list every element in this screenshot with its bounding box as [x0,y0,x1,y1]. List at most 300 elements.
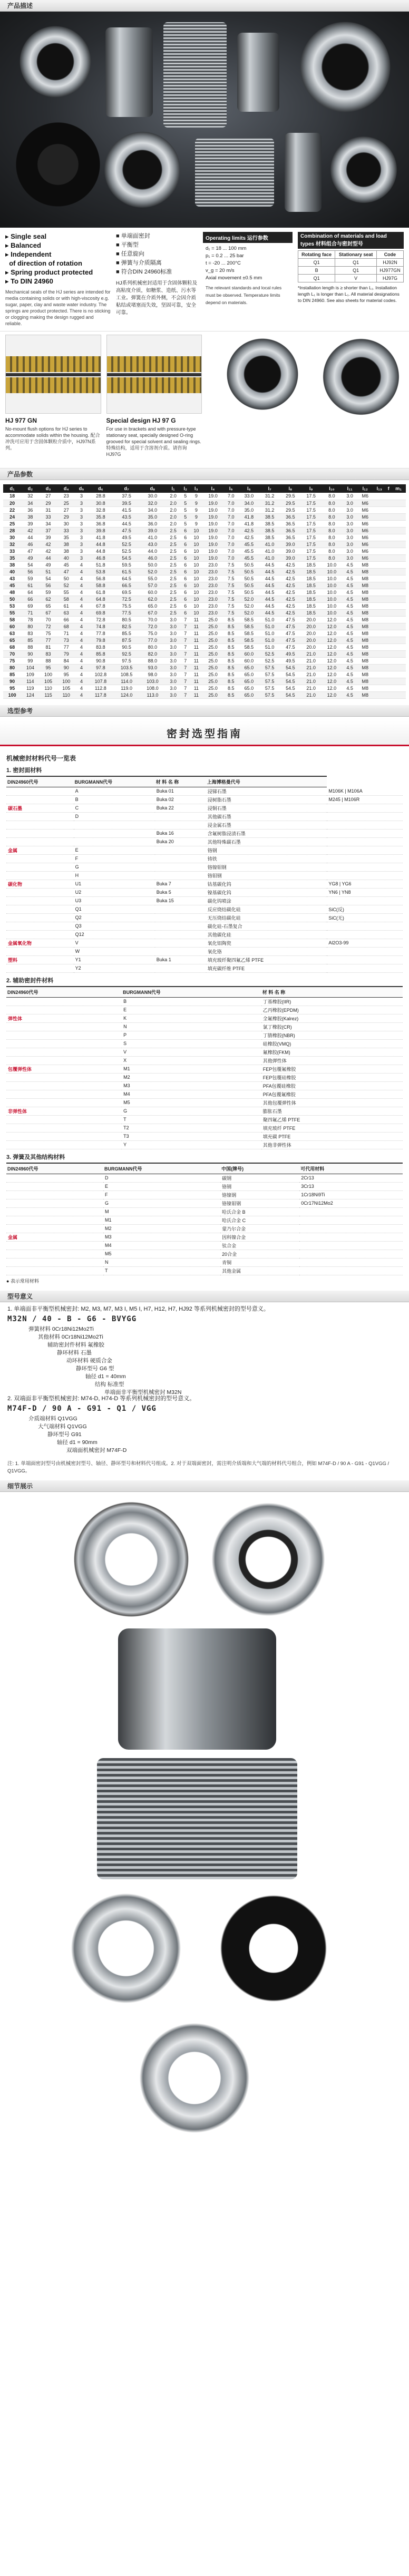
table-cell [299,1207,403,1216]
table-header: l₅ [223,484,239,493]
table-cell: 42 [21,527,39,534]
table-row [3,650,406,657]
table-row [3,691,406,698]
table-cell: 70 [39,616,57,623]
table-row [6,1090,403,1098]
table-cell [299,1241,403,1250]
operating-limits-box [203,232,293,327]
table-cell: 75 [39,630,57,637]
table-cell: 44.8 [87,548,113,554]
type-code-item: 静环型号 G6 型 [76,1365,114,1372]
table-cell: 3.0 [165,637,181,643]
table-cell: 99 [21,657,39,664]
table-cell: 39.0 [280,541,300,548]
table-cell: 58.8 [87,582,113,589]
combo-header: Rotating face [298,251,335,259]
table-cell: 84 [57,657,75,664]
table-cell [373,685,386,691]
table-cell [386,657,391,664]
table-cell: 58 [57,596,75,602]
table-cell: U1 [74,880,155,888]
table-cell: 6 [181,554,190,561]
table-cell: 19.0 [202,493,223,500]
features-en-desc: Mechanical seals of the HJ series are intended for media containing solids or with high-viscosity e.g. sugar, paper, clay and waste water industry. The springs are product protected. There is no sticking or clogging making the design rugged and reliable. [5,289,111,326]
table-cell: 7 [181,657,190,664]
table-cell: 57.5 [259,691,280,698]
section-drawing-image [5,335,101,414]
table-cell: 27 [39,493,57,500]
table-header: f [386,484,391,493]
table-cell: 4 [75,568,87,575]
table-cell: 7.0 [223,520,239,527]
table-cell: 2.5 [165,596,181,602]
table-cell: 塑料 [6,955,74,964]
table-row [6,896,403,905]
table-header: l₉ [301,484,322,493]
table-cell: 10 [190,554,202,561]
table-cell: 25.0 [202,657,223,664]
type-code-breakdown [28,1415,402,1457]
table-cell: 17.5 [301,493,322,500]
table-cell [155,905,206,913]
table-cell: 50 [57,575,75,582]
table-cell: 7.0 [223,548,239,554]
table-cell: 50.0 [140,561,165,568]
feature-item: ▸ Single seal [5,232,47,240]
table-cell [373,637,386,643]
table-cell: 70 [3,650,21,657]
table-cell: 117.8 [87,691,113,698]
table-cell: V [122,1048,261,1056]
table-cell: 65.0 [140,602,165,609]
table-cell [327,863,403,871]
table-cell: 丁腈橡胶(NBR) [261,1031,403,1039]
table-cell: 10.0 [322,602,342,609]
features-cn [116,232,198,327]
section-tab-types [0,1291,409,1302]
table-cell: 88.0 [140,657,165,664]
table-cell: 4.5 [342,657,357,664]
table-cell [155,812,206,821]
table-cell: 51.0 [259,630,280,637]
combo-table [298,250,404,282]
table-cell: 0Cr17Ni12Mo2 [299,1199,403,1207]
feature-item: ▸ To DIN 24960 [5,277,53,285]
table-cell: 8.0 [322,527,342,534]
table-cell: 10 [190,596,202,602]
table-cell: 57.0 [140,582,165,589]
table-cell: 18.5 [301,575,322,582]
type-example-title: 2. 双端面非平衡型机械密封: M74-D, H74-D 等系列机械密封的型号意义。 [7,1395,196,1402]
table-cell: 38 [21,513,39,520]
table-cell: 4 [75,691,87,698]
table-cell [386,548,391,554]
table-cell: 52.5 [259,657,280,664]
table-cell [391,582,406,589]
table-cell: 110 [57,691,75,698]
table-cell: 30.0 [140,493,165,500]
table-cell: 44.5 [259,561,280,568]
table-cell: 18.5 [301,582,322,589]
table-cell: 64.8 [87,596,113,602]
table-cell [373,534,386,541]
table-cell: M8 [357,637,373,643]
table-cell: 7.0 [223,554,239,561]
seal-spring-image [163,22,227,128]
table-cell: 7 [181,623,190,630]
table-cell: 60 [3,623,21,630]
table-cell: 47.5 [280,643,300,650]
table-cell: 35 [57,534,75,541]
table-cell: 50.5 [239,589,259,596]
table-cell: 19.0 [202,500,223,506]
table-cell [299,1266,403,1275]
feature-item: ■ 弹簧与介质隔离 [116,260,162,266]
table-cell: 7 [181,691,190,698]
table-cell: 36.5 [280,520,300,527]
table-cell: 27 [57,506,75,513]
table-cell [6,871,74,880]
table-cell: 21.0 [301,685,322,691]
table-cell: 6 [181,534,190,541]
table-cell: 其他碳化硅 [206,930,327,939]
table-cell: Buka 02 [155,795,206,804]
seal-cylinder-image [237,33,279,112]
spring-material-table [6,1163,403,1275]
table-cell: 62 [39,596,57,602]
table-cell: 4.5 [342,691,357,698]
table-cell: 41.8 [239,520,259,527]
table-cell: U2 [74,888,155,896]
table-cell: 17.5 [301,500,322,506]
table-cell: 哈氏合金 B [220,1207,299,1216]
table-cell: M6 [357,527,373,534]
table-cell: 3.0 [165,657,181,664]
table-cell: 57.5 [259,664,280,671]
table-cell: 10 [190,527,202,534]
table-cell [155,939,206,947]
table-cell: 51.0 [259,637,280,643]
table-cell [373,513,386,520]
table-cell: 80.0 [140,643,165,650]
table-cell: 77 [57,643,75,650]
table-cell: 2.0 [165,513,181,520]
table-cell [327,804,403,812]
table-cell: M106K | M106A [327,787,403,795]
table-cell: 3.0 [342,541,357,548]
table-cell [386,513,391,520]
table-cell [373,541,386,548]
table-cell [327,922,403,930]
table-cell: 22 [3,506,21,513]
table-header: d₅ [75,484,87,493]
table-cell: 35.8 [87,513,113,520]
table-header: d₁ [3,484,21,493]
table-cell: 8.0 [322,554,342,561]
table-cell: 32.8 [87,506,113,513]
type-code-item: 单端面非平衡型机械密封 M32N [104,1389,182,1396]
table-cell [373,643,386,650]
table-cell [155,863,206,871]
table-cell: 28 [3,527,21,534]
type-code-breakdown [28,1325,402,1396]
table-row [3,637,406,643]
table-cell: 碳化物 [6,880,74,888]
table-cell [391,623,406,630]
table-cell: SiC(无) [327,913,403,922]
table-cell [6,905,74,913]
table-row [6,1065,403,1073]
combo-note: *Installation length is ≥ shorter than L₁. Installation length L₁ is longer than L₁. All material designations to DIN 24960. See also sheets for material codes. [298,285,400,303]
table-row [3,520,406,527]
table-cell: 铸铁 [206,854,327,863]
table-cell: 10.0 [322,561,342,568]
table-cell: 52.0 [239,596,259,602]
table-cell: M8 [357,671,373,678]
table-row [6,1048,403,1056]
table-cell [386,527,391,534]
table-cell: 10.0 [322,568,342,575]
table-cell [386,637,391,643]
table-cell [386,664,391,671]
table-row [6,1132,403,1140]
table-cell: 82.0 [140,650,165,657]
table-cell [299,1233,403,1241]
table-cell: M8 [357,691,373,698]
table-cell: 42.5 [280,582,300,589]
table-cell: 32 [3,541,21,548]
op-line: Axial movement ±0.5 mm [206,275,262,281]
feature-item: ▸ Balanced [5,241,41,249]
table-cell: 7.0 [223,513,239,520]
table-cell: 29 [57,513,75,520]
table-cell [6,1199,103,1207]
table-cell: 12.0 [322,691,342,698]
table-cell: 53.8 [87,568,113,575]
table-cell: 2.5 [165,609,181,616]
table-cell: 7 [181,664,190,671]
table-cell: 8.0 [322,548,342,554]
table-cell: 20.0 [301,616,322,623]
table-row [3,582,406,589]
table-cell: 4.5 [342,575,357,582]
table-cell: 49.5 [114,534,140,541]
table-cell: 65.0 [239,671,259,678]
table-cell: 69 [21,602,39,609]
table-cell: 62.0 [140,596,165,602]
table-header: l₆ [239,484,259,493]
table-cell: FEP包覆氟橡胶 [261,1065,403,1073]
table-cell: 23.0 [202,589,223,596]
table-cell: 12.0 [322,685,342,691]
table-cell [6,1207,103,1216]
table-cell: 58.5 [239,643,259,650]
table-row [3,500,406,506]
table-cell: 25 [3,520,21,527]
table-cell [373,561,386,568]
table-cell: 11 [190,657,202,664]
table-cell: 3.0 [342,493,357,500]
table-cell: 填充碳纤维 PTFE [206,964,327,972]
table-row [3,513,406,520]
table-cell: 7.5 [223,602,239,609]
table-cell: 钴基碳化钨 [206,880,327,888]
table-cell [6,1182,103,1191]
table-cell: 47.5 [280,623,300,630]
table-cell [6,913,74,922]
feature-item: ■ 单端面密封 [116,233,150,239]
guide-tab-title: 选型参考 [7,707,33,715]
table-cell: 25.0 [202,671,223,678]
table-cell: 11 [190,678,202,685]
table-cell: 8.5 [223,657,239,664]
table-cell: 66.5 [114,582,140,589]
table-cell [386,554,391,561]
table-cell: S [122,1039,261,1048]
table-cell: 3.0 [342,548,357,554]
table-cell: 41.0 [259,554,280,561]
table-cell: 3Cr13 [299,1182,403,1191]
table-cell: 包覆弹性体 [6,1065,122,1073]
table-cell: 4 [75,602,87,609]
table-cell: F [103,1191,220,1199]
table-cell: 92.5 [114,650,140,657]
table-cell [373,623,386,630]
table-cell: M8 [357,575,373,582]
table-cell: 氯丁橡胶(CR) [261,1022,403,1031]
table-cell: 4 [75,623,87,630]
table-cell: 34 [39,520,57,527]
table-cell [155,871,206,880]
table-cell: M8 [357,678,373,685]
table-cell: 52 [57,582,75,589]
table-cell: 77.0 [140,637,165,643]
table-cell: 83.8 [87,643,113,650]
table-cell [391,650,406,657]
table-cell: 71 [57,630,75,637]
table-cell: 23.0 [202,568,223,575]
table-cell: 55 [57,589,75,596]
params-table [3,484,406,699]
table-cell [327,896,403,905]
table-cell: 61.5 [114,568,140,575]
table-cell: 含氟树脂浸渍石墨 [206,829,327,837]
table-cell: 44.5 [259,602,280,609]
table-cell: 6 [181,602,190,609]
table-cell: 金属 [6,1233,103,1241]
table-cell [391,500,406,506]
table-cell: 12.0 [322,630,342,637]
table-cell [6,795,74,804]
table-cell: B [122,997,261,1006]
table-cell: 25.0 [202,643,223,650]
table-cell: 39 [21,520,39,527]
table-cell: 4.5 [342,568,357,575]
table-cell: 67 [39,609,57,616]
table-cell: 4.5 [342,685,357,691]
table-cell: 12.0 [322,657,342,664]
table-cell: 64.5 [114,575,140,582]
feature-item: ■ 符合DIN 24960标准 [116,269,172,275]
table-row [6,1182,403,1191]
table-cell: 41.5 [114,506,140,513]
table-cell: 7 [181,650,190,657]
feature-item: ▸ Spring product protected [5,268,93,276]
table-cell: 19.0 [202,513,223,520]
table-cell: 88 [21,643,39,650]
table-cell: 31 [39,506,57,513]
table-cell: 56 [21,568,39,575]
table-cell: 3 [75,527,87,534]
oring-image [11,117,105,212]
table-cell: 47.5 [114,527,140,534]
table-cell: 4.5 [342,589,357,596]
table-cell: 11 [190,630,202,637]
table-cell [155,913,206,922]
table-cell [373,554,386,561]
table-cell: 浸树脂石墨 [206,795,327,804]
table-cell: 5 [181,506,190,513]
table-cell: 4 [75,630,87,637]
table-cell [386,582,391,589]
table-row [6,1266,403,1275]
table-cell: 11 [190,664,202,671]
types-tab-title: 型号意义 [7,1292,33,1300]
table-cell [6,1216,103,1224]
table-cell: 44.8 [87,541,113,548]
table-cell: 10.0 [322,609,342,616]
table-cell: 6 [181,541,190,548]
table-cell [155,930,206,939]
table-cell: M6 [357,541,373,548]
table-cell [6,1174,103,1182]
table-header: d₂ [21,484,39,493]
table-cell [299,1216,403,1224]
table-cell: 19.0 [202,506,223,513]
table-cell: 11 [190,623,202,630]
table-cell: 9 [190,500,202,506]
table-cell [6,1098,122,1107]
table-row [6,1258,403,1266]
combo-header: Stationary seat [335,251,377,259]
table-cell: 4 [75,575,87,582]
table-cell [327,930,403,939]
table-cell [373,678,386,685]
table-cell: PFA包覆硅橡胶 [261,1081,403,1090]
table-cell: 75 [3,657,21,664]
table-cell [373,506,386,513]
table-cell: 10.0 [322,596,342,602]
table-cell: 21.0 [301,678,322,685]
table-cell [373,602,386,609]
table-cell: 72.8 [87,616,113,623]
table-cell: 38.5 [259,534,280,541]
table-cell: 72.0 [140,623,165,630]
table-cell: 52.5 [259,650,280,657]
table-cell: 17.5 [301,527,322,534]
table-cell: 金属氧化物 [6,939,74,947]
table-cell: 37.5 [114,493,140,500]
table-cell: M8 [357,582,373,589]
table-cell: 77.5 [114,609,140,616]
seal-ring-image [319,335,403,419]
table-cell: M245 | M106R [327,795,403,804]
table-cell [391,678,406,685]
table-cell: 浸锑石墨 [206,787,327,795]
table-cell: Y1 [74,955,155,964]
table-cell: Q3 [74,922,155,930]
table-cell: U3 [74,896,155,905]
